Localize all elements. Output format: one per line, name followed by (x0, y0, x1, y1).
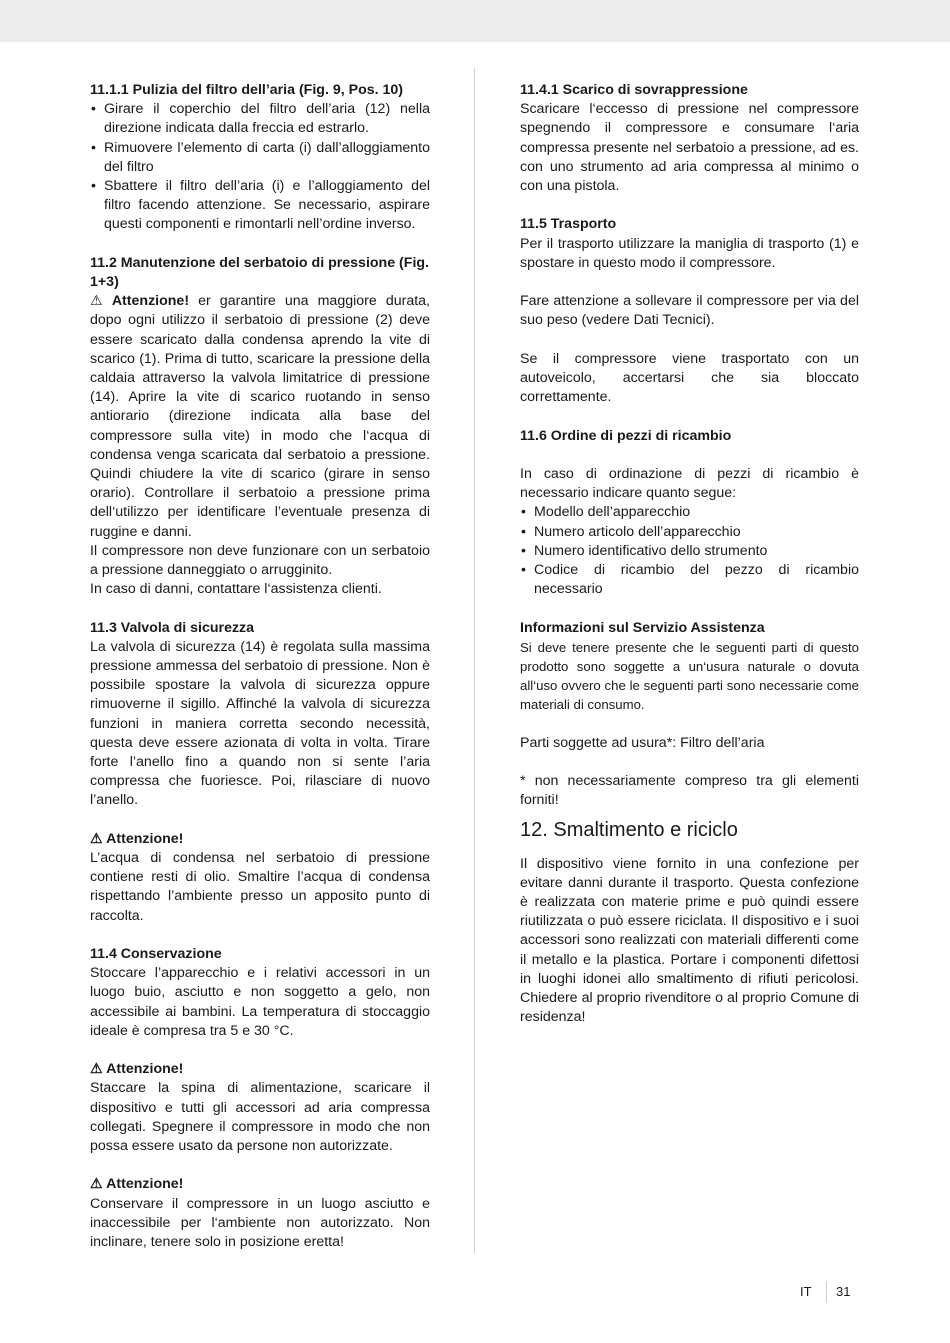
paragraph: Conservare il compressore in un luogo asciutto e inaccessibile per l‘ambiente non autorizzato. Non inclinare, tenere solo in posizione eretta! (90, 1195, 430, 1251)
bullet-icon: • (91, 139, 96, 156)
list-item: • Rimuovere l’elemento di carta (i) dall’alloggiamento del filtro (91, 139, 430, 175)
section-title: 11.4 Conservazione (90, 946, 222, 963)
section-title: 11.4.1 Scarico di sovrappressione (520, 82, 748, 98)
paragraph: Scaricare l‘eccesso di pressione nel compressore spegnendo il compressore e consumare l‘aria compressa presente nel serbatoio a pressione, ad es. con uno strumento ad aria compressa al minimo o con una pistola. (520, 101, 859, 195)
warning-triangle-icon: ⚠ (90, 293, 103, 310)
warning-triangle-icon: ⚠ (90, 830, 103, 847)
list-item: • Modello dell’apparecchio (520, 503, 859, 522)
bullet-list (520, 503, 859, 599)
list-item: • Girare il coperchio del filtro dell’aria (12) nella direzione indicata dalla freccia ed estrarlo. (91, 101, 430, 137)
section-11-4 (90, 945, 430, 1252)
list-item: • Sbattere il filtro dell’aria (i) e l’alloggiamento del filtro facendo attenzione. Se necessario, aspirare questi componenti e rimontarli nell’ordine inverso. (91, 178, 430, 233)
section-title: 11.3 Valvola di sicurezza (90, 619, 255, 636)
section-11-3 (90, 619, 430, 926)
column-divider (474, 68, 475, 1253)
paragraph: ⚠ Attenzione! er garantire una maggiore durata, dopo ogni utilizzo il serbatoio di pressione (2) deve essere scaricato dalla condensa aprendo la vite di scarico (1). Prima di tutto, scaricare la pressione della caldaia attraverso la valvola limitatrice di pressione (14). Aprire la vite di scarico ruotando in senso antiorario (direzione indicata alla base del compressore sulla vite) in modo che l‘acqua di condensa venga scaricata dal serbatoio a pressione. Quindi chiudere la vite di scarico (girare in senso orario). Controllare il serbatoio a pressione prima dell‘utilizzo per identificare l’eventuale presenza di ruggine e danni. (90, 293, 430, 540)
section-title: 11.1.1 Pulizia del filtro dell’aria (Fig. 9, Pos. 10) (90, 82, 404, 98)
paragraph: Fare attenzione a sollevare il compressore per via del suo peso (vedere Dati Tecnici). (520, 293, 859, 329)
paragraph: In caso di danni, contattare l‘assistenza clienti. (90, 581, 382, 598)
chapter-title: 12. Smaltimento e riciclo (520, 818, 738, 841)
section-title: 11.6 Ordine di pezzi di ricambio (520, 427, 732, 444)
paragraph: Staccare la spina di alimentazione, scaricare il dispositivo e tutti gli accessori ad aria compressa collegati. Spegnere il compressore in modo che non possa essere usato da persone non autorizzate. (90, 1080, 430, 1155)
paragraph: In caso di ordinazione di pezzi di ricambio è necessario indicare quanto segue: (520, 465, 859, 502)
paragraph: Parti soggette ad usura*: Filtro dell’aria (520, 734, 765, 751)
list-item: • Codice di ricambio del pezzo di ricambio necessario (521, 562, 859, 598)
warning-triangle-icon: ⚠ (90, 1176, 103, 1193)
paragraph: * non necessariamente compreso tra gli elementi forniti! (520, 773, 859, 809)
paragraph: Il compressore non deve funzionare con un serbatoio a pressione danneggiato o arrugginito. (90, 542, 430, 579)
page-number: 31 (836, 1284, 851, 1299)
warning-heading: ⚠ Attenzione! (90, 830, 430, 849)
bullet-icon: • (521, 562, 526, 578)
section-service-info (520, 619, 859, 811)
left-column (90, 81, 430, 1252)
section-title: 11.2 Manutenzione del serbatoio di pressione (Fig. 1+3) (90, 254, 429, 291)
bullet-icon: • (91, 178, 96, 195)
bullet-list (90, 100, 430, 234)
footer-separator (826, 1281, 827, 1303)
paragraph: L’acqua di condensa nel serbatoio di pressione contiene resti di olio. Smaltire l’acqua di condensa rispettando l’ambiente presso un apposito punto di raccolta. (90, 850, 430, 924)
bullet-icon: • (521, 504, 526, 521)
section-11-6 (520, 427, 859, 600)
section-11-5 (520, 215, 859, 407)
section-12 (520, 817, 859, 1028)
warning-heading: ⚠ Attenzione! (90, 1175, 430, 1194)
paragraph: La valvola di sicurezza (14) è regolata sulla massima pressione ammessa del serbatoio di pressione. Non è possibile spostare la valvola di sicurezza oppure rimuoverne il sigillo. Affinché la valvola di sicurezza funzioni in maniera corretta secondo necessità, questa deve essere azionata di volta in volta. Tirare forte l’anello fino a quando non si sente l’aria compressa che fuoriesce. Poi, rilasciare di nuovo l’anello. (90, 638, 430, 809)
bullet-icon: • (521, 542, 526, 559)
section-title: 11.5 Trasporto (520, 216, 617, 233)
right-column (520, 81, 859, 1027)
top-band (0, 0, 950, 42)
paragraph: Per il trasporto utilizzare la maniglia di trasporto (1) e spostare in questo modo il compressore. (520, 235, 859, 271)
bullet-icon: • (521, 523, 526, 540)
warning-label: Attenzione! (111, 293, 190, 310)
paragraph: Si deve tenere presente che le seguenti parti di questo prodotto sono soggette a un‘usura naturale o dovuta all‘uso ovvero che le seguenti parti sono necessarie come materiali di consumo. (520, 639, 859, 713)
paragraph: Stoccare l’apparecchio e i relativi accessori in un luogo buio, asciutto e non soggetto a gelo, non accessibile ai bambini. La temperatura di stoccaggio ideale è compresa tra 5 e 30 °C. (90, 965, 430, 1039)
section-11-1-1 (90, 81, 430, 235)
section-title: Informazioni sul Servizio Assistenza (520, 619, 765, 636)
warning-heading: ⚠ Attenzione! (90, 1060, 430, 1079)
list-item: • Numero identificativo dello strumento (520, 542, 859, 561)
section-11-2 (90, 254, 430, 600)
paragraph: Se il compressore viene trasportato con un autoveicolo, accertarsi che sia bloccato correttamente. (520, 350, 859, 406)
warning-triangle-icon: ⚠ (90, 1061, 103, 1078)
list-item: • Numero articolo dell’apparecchio (520, 523, 859, 542)
paragraph: Il dispositivo viene fornito in una confezione per evitare danni durante il trasporto. Questa confezione è realizzata con materie prime e può quindi essere riutilizzata o può essere riciclata. Il dispositivo e i suoi accessori sono realizzati con materiali differenti come il metallo e la plastica. Portare i componenti difettosi in luoghi idonei allo smaltimento di rifiuti pericolosi. Chiedere al proprio rivenditore o al proprio Comune di residenza! (520, 855, 859, 1026)
section-11-4-1 (520, 81, 859, 196)
bullet-icon: • (91, 101, 96, 118)
footer-language: IT (800, 1284, 812, 1299)
